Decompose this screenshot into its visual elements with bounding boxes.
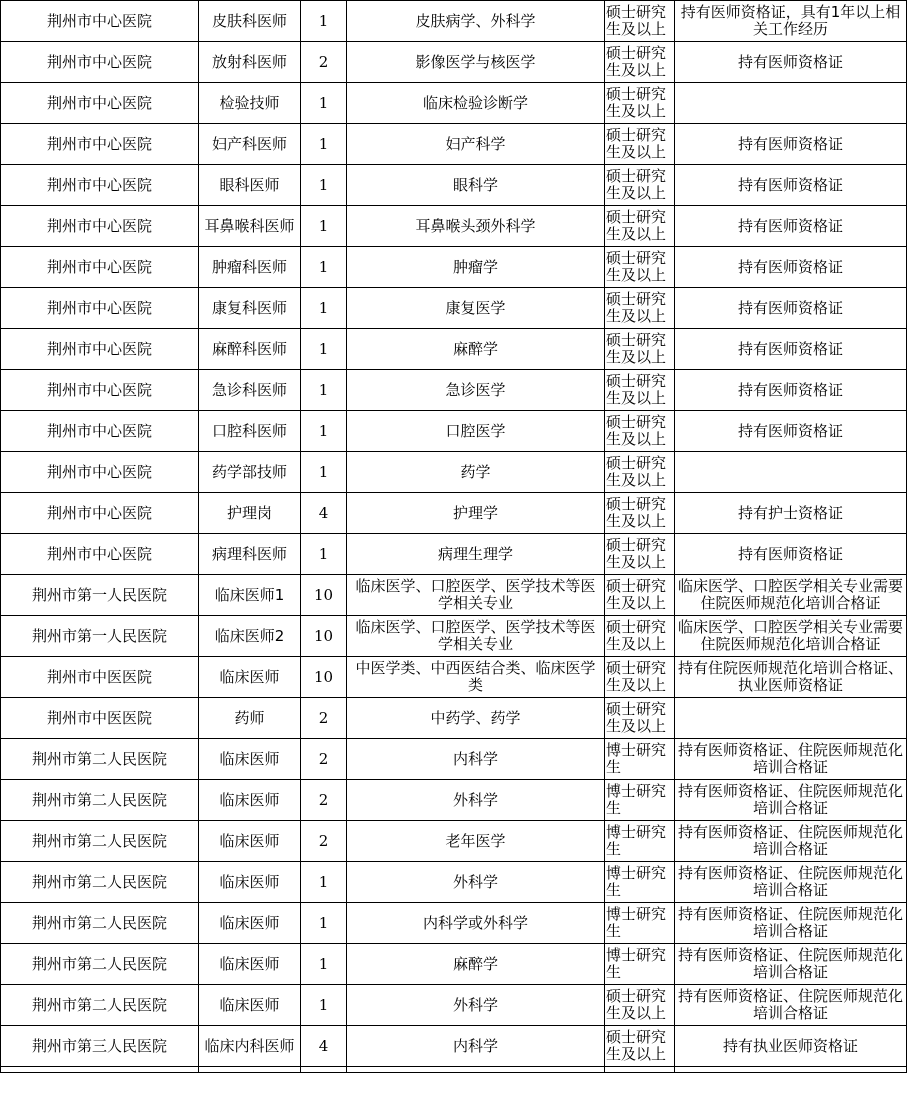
requirement-cell: 持有医师资格证、住院医师规范化培训合格证 bbox=[675, 821, 907, 862]
major-cell: 皮肤病学、外科学 bbox=[347, 1, 605, 42]
major-cell: 妇产科学 bbox=[347, 124, 605, 165]
unit-cell: 荆州市第二人民医院 bbox=[1, 944, 199, 985]
empty-cell bbox=[301, 1067, 347, 1073]
education-cell: 硕士研究生及以上 bbox=[605, 411, 675, 452]
table-row bbox=[1, 83, 907, 124]
empty-cell bbox=[1, 1067, 199, 1073]
education-cell: 硕士研究生及以上 bbox=[605, 206, 675, 247]
post-cell: 麻醉科医师 bbox=[199, 329, 301, 370]
table-row bbox=[1, 575, 907, 616]
post-cell: 药师 bbox=[199, 698, 301, 739]
table-row bbox=[1, 821, 907, 862]
count-cell: 1 bbox=[301, 124, 347, 165]
unit-cell: 荆州市中心医院 bbox=[1, 247, 199, 288]
major-cell: 外科学 bbox=[347, 862, 605, 903]
requirement-cell: 持有执业医师资格证 bbox=[675, 1026, 907, 1067]
count-cell: 4 bbox=[301, 1026, 347, 1067]
table-row bbox=[1, 903, 907, 944]
requirement-cell: 持有医师资格证、住院医师规范化培训合格证 bbox=[675, 944, 907, 985]
requirement-cell: 临床医学、口腔医学相关专业需要住院医师规范化培训合格证 bbox=[675, 575, 907, 616]
education-cell: 硕士研究生及以上 bbox=[605, 329, 675, 370]
empty-cell bbox=[605, 1067, 675, 1073]
education-cell: 博士研究生 bbox=[605, 903, 675, 944]
table-row-partial bbox=[1, 1067, 907, 1073]
education-cell: 硕士研究生及以上 bbox=[605, 42, 675, 83]
major-cell: 内科学或外科学 bbox=[347, 903, 605, 944]
table-row bbox=[1, 657, 907, 698]
unit-cell: 荆州市中心医院 bbox=[1, 493, 199, 534]
major-cell: 病理生理学 bbox=[347, 534, 605, 575]
major-cell: 外科学 bbox=[347, 985, 605, 1026]
post-cell: 临床医师 bbox=[199, 739, 301, 780]
requirement-cell: 持有医师资格证 bbox=[675, 534, 907, 575]
unit-cell: 荆州市中医医院 bbox=[1, 657, 199, 698]
unit-cell: 荆州市中心医院 bbox=[1, 206, 199, 247]
unit-cell: 荆州市第二人民医院 bbox=[1, 739, 199, 780]
empty-cell bbox=[347, 1067, 605, 1073]
count-cell: 10 bbox=[301, 657, 347, 698]
recruitment-table-body bbox=[1, 1, 907, 1073]
table-row bbox=[1, 329, 907, 370]
unit-cell: 荆州市第二人民医院 bbox=[1, 903, 199, 944]
requirement-cell: 持有医师资格证 bbox=[675, 288, 907, 329]
post-cell: 口腔科医师 bbox=[199, 411, 301, 452]
major-cell: 内科学 bbox=[347, 1026, 605, 1067]
major-cell: 老年医学 bbox=[347, 821, 605, 862]
count-cell: 1 bbox=[301, 411, 347, 452]
unit-cell: 荆州市中心医院 bbox=[1, 534, 199, 575]
unit-cell: 荆州市第三人民医院 bbox=[1, 1026, 199, 1067]
count-cell: 1 bbox=[301, 370, 347, 411]
requirement-cell: 持有医师资格证、住院医师规范化培训合格证 bbox=[675, 739, 907, 780]
major-cell: 眼科学 bbox=[347, 165, 605, 206]
education-cell: 硕士研究生及以上 bbox=[605, 452, 675, 493]
education-cell: 硕士研究生及以上 bbox=[605, 288, 675, 329]
post-cell: 临床医师 bbox=[199, 780, 301, 821]
unit-cell: 荆州市中心医院 bbox=[1, 1, 199, 42]
education-cell: 硕士研究生及以上 bbox=[605, 83, 675, 124]
table-row bbox=[1, 165, 907, 206]
table-row bbox=[1, 1026, 907, 1067]
major-cell: 内科学 bbox=[347, 739, 605, 780]
major-cell: 耳鼻喉头颈外科学 bbox=[347, 206, 605, 247]
requirement-cell: 持有医师资格证 bbox=[675, 329, 907, 370]
table-row bbox=[1, 288, 907, 329]
major-cell: 急诊医学 bbox=[347, 370, 605, 411]
post-cell: 临床医师 bbox=[199, 657, 301, 698]
count-cell: 1 bbox=[301, 903, 347, 944]
count-cell: 1 bbox=[301, 329, 347, 370]
requirement-cell: 持有医师资格证 bbox=[675, 165, 907, 206]
requirement-cell: 持有医师资格证、住院医师规范化培训合格证 bbox=[675, 985, 907, 1026]
post-cell: 临床医师 bbox=[199, 903, 301, 944]
count-cell: 1 bbox=[301, 452, 347, 493]
requirement-cell bbox=[675, 452, 907, 493]
unit-cell: 荆州市中医医院 bbox=[1, 698, 199, 739]
post-cell: 皮肤科医师 bbox=[199, 1, 301, 42]
unit-cell: 荆州市第二人民医院 bbox=[1, 985, 199, 1026]
table-row bbox=[1, 534, 907, 575]
requirement-cell: 持有医师资格证 bbox=[675, 42, 907, 83]
requirement-cell: 持有医师资格证 bbox=[675, 247, 907, 288]
count-cell: 1 bbox=[301, 83, 347, 124]
post-cell: 临床医师 bbox=[199, 944, 301, 985]
count-cell: 1 bbox=[301, 862, 347, 903]
education-cell: 硕士研究生及以上 bbox=[605, 575, 675, 616]
major-cell: 临床检验诊断学 bbox=[347, 83, 605, 124]
post-cell: 临床医师 bbox=[199, 985, 301, 1026]
requirement-cell bbox=[675, 698, 907, 739]
requirement-cell: 持有医师资格证 bbox=[675, 370, 907, 411]
count-cell: 2 bbox=[301, 42, 347, 83]
education-cell: 博士研究生 bbox=[605, 862, 675, 903]
unit-cell: 荆州市第一人民医院 bbox=[1, 575, 199, 616]
requirement-cell: 临床医学、口腔医学相关专业需要住院医师规范化培训合格证 bbox=[675, 616, 907, 657]
count-cell: 1 bbox=[301, 165, 347, 206]
count-cell: 1 bbox=[301, 206, 347, 247]
unit-cell: 荆州市中心医院 bbox=[1, 370, 199, 411]
major-cell: 护理学 bbox=[347, 493, 605, 534]
education-cell: 博士研究生 bbox=[605, 944, 675, 985]
education-cell: 硕士研究生及以上 bbox=[605, 1, 675, 42]
unit-cell: 荆州市中心医院 bbox=[1, 288, 199, 329]
count-cell: 10 bbox=[301, 616, 347, 657]
table-row bbox=[1, 698, 907, 739]
major-cell: 临床医学、口腔医学、医学技术等医学相关专业 bbox=[347, 616, 605, 657]
major-cell: 肿瘤学 bbox=[347, 247, 605, 288]
unit-cell: 荆州市第一人民医院 bbox=[1, 616, 199, 657]
requirement-cell: 持有住院医师规范化培训合格证、执业医师资格证 bbox=[675, 657, 907, 698]
table-row bbox=[1, 739, 907, 780]
post-cell: 病理科医师 bbox=[199, 534, 301, 575]
post-cell: 肿瘤科医师 bbox=[199, 247, 301, 288]
empty-cell bbox=[199, 1067, 301, 1073]
education-cell: 博士研究生 bbox=[605, 821, 675, 862]
post-cell: 临床医师1 bbox=[199, 575, 301, 616]
post-cell: 妇产科医师 bbox=[199, 124, 301, 165]
count-cell: 1 bbox=[301, 1, 347, 42]
table-row bbox=[1, 616, 907, 657]
education-cell: 硕士研究生及以上 bbox=[605, 657, 675, 698]
education-cell: 博士研究生 bbox=[605, 739, 675, 780]
count-cell: 2 bbox=[301, 739, 347, 780]
table-row bbox=[1, 780, 907, 821]
count-cell: 1 bbox=[301, 288, 347, 329]
count-cell: 1 bbox=[301, 534, 347, 575]
count-cell: 10 bbox=[301, 575, 347, 616]
education-cell: 硕士研究生及以上 bbox=[605, 370, 675, 411]
major-cell: 影像医学与核医学 bbox=[347, 42, 605, 83]
major-cell: 中医学类、中西医结合类、临床医学类 bbox=[347, 657, 605, 698]
education-cell: 博士研究生 bbox=[605, 780, 675, 821]
education-cell: 硕士研究生及以上 bbox=[605, 493, 675, 534]
requirement-cell: 持有医师资格证、住院医师规范化培训合格证 bbox=[675, 903, 907, 944]
unit-cell: 荆州市中心医院 bbox=[1, 165, 199, 206]
education-cell: 硕士研究生及以上 bbox=[605, 985, 675, 1026]
unit-cell: 荆州市第二人民医院 bbox=[1, 780, 199, 821]
unit-cell: 荆州市第二人民医院 bbox=[1, 821, 199, 862]
count-cell: 4 bbox=[301, 493, 347, 534]
post-cell: 护理岗 bbox=[199, 493, 301, 534]
education-cell: 硕士研究生及以上 bbox=[605, 247, 675, 288]
table-row bbox=[1, 411, 907, 452]
requirement-cell: 持有护士资格证 bbox=[675, 493, 907, 534]
post-cell: 临床医师 bbox=[199, 862, 301, 903]
requirement-cell: 持有医师资格证 bbox=[675, 411, 907, 452]
requirement-cell: 持有医师资格证，具有1年以上相关工作经历 bbox=[675, 1, 907, 42]
count-cell: 2 bbox=[301, 780, 347, 821]
requirement-cell: 持有医师资格证、住院医师规范化培训合格证 bbox=[675, 780, 907, 821]
requirement-cell: 持有医师资格证、住院医师规范化培训合格证 bbox=[675, 862, 907, 903]
post-cell: 检验技师 bbox=[199, 83, 301, 124]
major-cell: 口腔医学 bbox=[347, 411, 605, 452]
unit-cell: 荆州市中心医院 bbox=[1, 452, 199, 493]
major-cell: 麻醉学 bbox=[347, 329, 605, 370]
major-cell: 中药学、药学 bbox=[347, 698, 605, 739]
education-cell: 硕士研究生及以上 bbox=[605, 124, 675, 165]
major-cell: 药学 bbox=[347, 452, 605, 493]
unit-cell: 荆州市中心医院 bbox=[1, 411, 199, 452]
education-cell: 硕士研究生及以上 bbox=[605, 616, 675, 657]
table-row bbox=[1, 452, 907, 493]
post-cell: 临床医师2 bbox=[199, 616, 301, 657]
count-cell: 1 bbox=[301, 985, 347, 1026]
requirement-cell: 持有医师资格证 bbox=[675, 124, 907, 165]
major-cell: 麻醉学 bbox=[347, 944, 605, 985]
count-cell: 1 bbox=[301, 247, 347, 288]
unit-cell: 荆州市中心医院 bbox=[1, 83, 199, 124]
unit-cell: 荆州市第二人民医院 bbox=[1, 862, 199, 903]
post-cell: 临床内科医师 bbox=[199, 1026, 301, 1067]
post-cell: 放射科医师 bbox=[199, 42, 301, 83]
table-row bbox=[1, 124, 907, 165]
major-cell: 康复医学 bbox=[347, 288, 605, 329]
table-row bbox=[1, 42, 907, 83]
post-cell: 急诊科医师 bbox=[199, 370, 301, 411]
table-row bbox=[1, 1, 907, 42]
education-cell: 硕士研究生及以上 bbox=[605, 698, 675, 739]
requirement-cell: 持有医师资格证 bbox=[675, 206, 907, 247]
post-cell: 眼科医师 bbox=[199, 165, 301, 206]
count-cell: 2 bbox=[301, 821, 347, 862]
major-cell: 外科学 bbox=[347, 780, 605, 821]
table-row bbox=[1, 985, 907, 1026]
education-cell: 硕士研究生及以上 bbox=[605, 165, 675, 206]
education-cell: 硕士研究生及以上 bbox=[605, 1026, 675, 1067]
empty-cell bbox=[675, 1067, 907, 1073]
table-row bbox=[1, 862, 907, 903]
requirement-cell bbox=[675, 83, 907, 124]
table-row bbox=[1, 206, 907, 247]
count-cell: 2 bbox=[301, 698, 347, 739]
unit-cell: 荆州市中心医院 bbox=[1, 329, 199, 370]
post-cell: 临床医师 bbox=[199, 821, 301, 862]
major-cell: 临床医学、口腔医学、医学技术等医学相关专业 bbox=[347, 575, 605, 616]
unit-cell: 荆州市中心医院 bbox=[1, 124, 199, 165]
post-cell: 耳鼻喉科医师 bbox=[199, 206, 301, 247]
education-cell: 硕士研究生及以上 bbox=[605, 534, 675, 575]
unit-cell: 荆州市中心医院 bbox=[1, 42, 199, 83]
table-row bbox=[1, 247, 907, 288]
post-cell: 康复科医师 bbox=[199, 288, 301, 329]
post-cell: 药学部技师 bbox=[199, 452, 301, 493]
table-row bbox=[1, 493, 907, 534]
table-row bbox=[1, 370, 907, 411]
table-row bbox=[1, 944, 907, 985]
count-cell: 1 bbox=[301, 944, 347, 985]
